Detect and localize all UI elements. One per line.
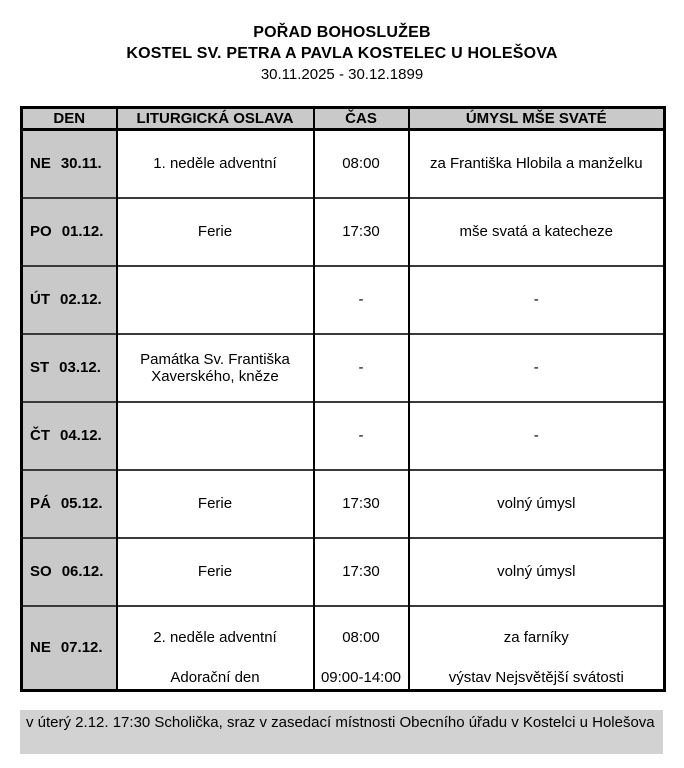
day-date: 05.12. xyxy=(60,495,103,512)
time-cell: 08:00 xyxy=(314,130,409,198)
intention-cell: - xyxy=(409,266,665,334)
col-header-den: DEN xyxy=(22,108,117,130)
day-abbr: PÁ xyxy=(30,495,51,512)
day-cell xyxy=(22,402,117,470)
liturgy-primary: 2. neděle adventní xyxy=(153,629,277,646)
liturgy-cell: 1. neděle adventní xyxy=(117,130,314,198)
day-cell xyxy=(22,470,117,538)
time-cell: - xyxy=(314,266,409,334)
day-abbr: ÚT xyxy=(30,291,50,308)
day-abbr: ČT xyxy=(30,427,50,444)
day-date: 02.12. xyxy=(60,291,102,308)
liturgy-secondary: Adorační den xyxy=(170,668,260,686)
page-title: POŘAD BOHOSLUŽEB xyxy=(253,24,431,41)
time-cell: - xyxy=(314,334,409,402)
table-row xyxy=(22,334,665,402)
liturgy-cell xyxy=(117,606,314,691)
time-primary: 08:00 xyxy=(342,629,380,646)
day-date: 03.12. xyxy=(59,359,101,376)
time-secondary: 09:00-14:00 xyxy=(320,668,402,686)
header-row xyxy=(22,108,665,130)
time-cell: 17:30 xyxy=(314,198,409,266)
day-date: 01.12. xyxy=(61,223,104,240)
table-row xyxy=(22,402,665,470)
intention-primary: za farníky xyxy=(503,629,569,646)
day-cell xyxy=(22,266,117,334)
footer-note: v úterý 2.12. 17:30 Scholička, sraz v zasedací místnosti Obecního úřadu v Kostelci u Holešova xyxy=(20,710,663,754)
day-cell xyxy=(22,538,117,606)
table-row xyxy=(22,538,665,606)
table-row xyxy=(22,198,665,266)
liturgy-cell xyxy=(117,402,314,470)
day-cell xyxy=(22,198,117,266)
title-block xyxy=(0,0,684,85)
day-cell xyxy=(22,334,117,402)
intention-cell xyxy=(409,606,665,691)
page-subtitle: KOSTEL SV. PETRA A PAVLA KOSTELEC U HOLEŠOVA xyxy=(126,45,558,62)
table-row xyxy=(22,606,665,691)
schedule-table xyxy=(20,106,666,692)
col-header-time: ČAS xyxy=(314,108,409,130)
intention-secondary: výstav Nejsvětější svátosti xyxy=(448,668,624,686)
table-row xyxy=(22,470,665,538)
day-abbr: PO xyxy=(30,223,52,240)
liturgy-cell: Ferie xyxy=(117,538,314,606)
day-abbr: NE xyxy=(30,639,51,656)
day-date: 06.12. xyxy=(61,563,104,580)
table-row xyxy=(22,266,665,334)
intention-cell: mše svatá a katecheze xyxy=(409,198,665,266)
intention-cell: - xyxy=(409,334,665,402)
liturgy-cell xyxy=(117,266,314,334)
day-cell xyxy=(22,130,117,198)
day-cell xyxy=(22,606,117,691)
intention-cell: za Františka Hlobila a manželku xyxy=(409,130,665,198)
time-cell: 17:30 xyxy=(314,470,409,538)
liturgy-cell: Památka Sv. Františka Xaverského, kněze xyxy=(117,334,314,402)
day-abbr: NE xyxy=(30,155,51,173)
liturgy-cell: Ferie xyxy=(117,470,314,538)
table-row xyxy=(22,130,665,198)
day-date: 07.12. xyxy=(60,639,103,656)
intention-cell: volný úmysl xyxy=(409,538,665,606)
col-header-liturgy: LITURGICKÁ OSLAVA xyxy=(117,108,314,130)
day-date: 04.12. xyxy=(60,427,102,444)
liturgy-cell: Ferie xyxy=(117,198,314,266)
col-header-intention: ÚMYSL MŠE SVATÉ xyxy=(409,108,665,130)
day-date: 30.11. xyxy=(60,155,102,173)
date-range: 30.11.2025 - 30.12.1899 xyxy=(260,66,424,83)
time-cell xyxy=(314,606,409,691)
intention-cell: - xyxy=(409,402,665,470)
day-abbr: SO xyxy=(30,563,52,580)
intention-cell: volný úmysl xyxy=(409,470,665,538)
day-abbr: ST xyxy=(30,359,50,376)
time-cell: 17:30 xyxy=(314,538,409,606)
time-cell: - xyxy=(314,402,409,470)
